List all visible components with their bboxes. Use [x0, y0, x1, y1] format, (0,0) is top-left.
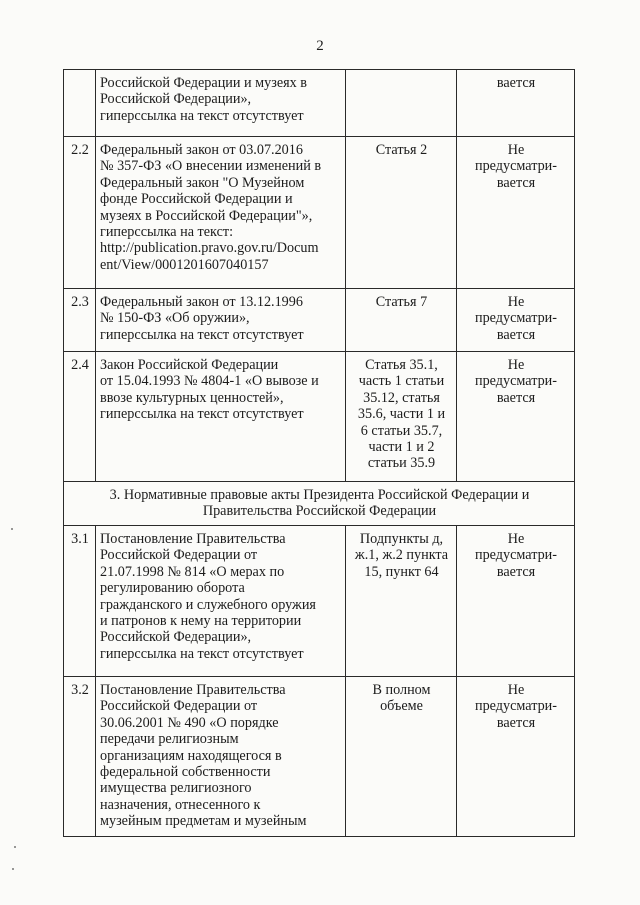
provision-cell — [457, 352, 575, 482]
act-name-line: федеральной собственности — [100, 764, 271, 781]
article-line: ж.1, ж.2 пункта — [354, 547, 449, 564]
act-name-line: имущества религиозного — [100, 780, 252, 797]
act-name-line: организациям находящегося в — [100, 747, 282, 764]
row-number: 2.2 — [64, 137, 96, 289]
act-name-line: 21.07.1998 № 814 «О мерах по — [100, 563, 285, 580]
article-cell — [346, 289, 457, 352]
provision-line: предусматри- — [474, 310, 557, 327]
act-name-cell — [96, 677, 346, 837]
act-name-line: Российской Федерации от — [100, 547, 258, 564]
row-number: 2.4 — [64, 352, 96, 482]
table-row — [64, 137, 575, 289]
act-name-line: Постановление Правительства — [100, 682, 286, 698]
article-line: 35.12, статья — [363, 389, 440, 406]
section-title-line: 3. Нормативные правовые акты Президента Российской Федерации и — [109, 487, 530, 503]
article-cell — [346, 352, 457, 482]
act-link-line: http://publication.pravo.gov.ru/Docum — [100, 240, 319, 257]
provision-line: вается — [496, 714, 536, 731]
article-line: часть 1 статьи — [358, 373, 445, 390]
scan-speck — [12, 868, 14, 870]
provision-cell — [457, 70, 575, 137]
provision-cell — [457, 677, 575, 837]
act-name-line: от 15.04.1993 № 4804-1 «О вывозе и — [100, 373, 319, 390]
scan-speck — [11, 528, 13, 530]
table-row — [64, 526, 575, 677]
provision-line: предусматри- — [474, 373, 557, 390]
act-name-cell — [96, 352, 346, 482]
act-name-line: гиперссылка на текст: — [100, 224, 234, 241]
provision-line: вается — [496, 389, 536, 406]
article-line: 35.6, части 1 и — [357, 406, 446, 423]
act-name-line: гражданского и служебного оружия — [100, 596, 316, 613]
provision-cell — [457, 137, 575, 289]
article-cell — [346, 677, 457, 837]
table-row — [64, 289, 575, 352]
provision-line: вается — [496, 174, 536, 191]
article-cell — [346, 526, 457, 677]
article-line: Подпункты д, — [359, 531, 444, 547]
act-name-line: музейным предметам и музейным — [100, 813, 307, 830]
row-number — [64, 70, 96, 137]
act-name-line: Российской Федерации и музеях в — [100, 75, 307, 91]
provision-line: Не — [507, 357, 525, 373]
act-name-line: Российской Федерации», — [100, 629, 252, 646]
provision-line: Не — [507, 142, 525, 158]
act-name-line: гиперссылка на текст отсутствует — [100, 326, 304, 343]
act-name-line: № 150-ФЗ «Об оружии», — [100, 310, 250, 327]
act-name-line: Федеральный закон "О Музейном — [100, 174, 305, 191]
row-number: 3.2 — [64, 677, 96, 837]
article-line: 6 статьи 35.7, — [360, 422, 443, 439]
act-name-line: гиперссылка на текст отсутствует — [100, 645, 304, 662]
section-title — [64, 482, 575, 526]
act-name-line: ввозе культурных ценностей», — [100, 389, 284, 406]
act-name-line: 30.06.2001 № 490 «О порядке — [100, 714, 279, 731]
act-name-line: Российской Федерации от — [100, 698, 258, 715]
act-name-line: гиперссылка на текст отсутствует — [100, 107, 304, 124]
provision-line: предусматри- — [474, 547, 557, 564]
act-name-cell — [96, 137, 346, 289]
article-line: Статья 7 — [375, 294, 428, 310]
article-cell — [346, 70, 457, 137]
article-line: объеме — [380, 698, 423, 715]
provision-line: вается — [496, 563, 536, 580]
table-row — [64, 352, 575, 482]
article-line: части 1 и 2 — [368, 439, 435, 456]
provision-cell — [457, 289, 575, 352]
article-line: В полном — [372, 682, 431, 698]
provision-line: Не — [507, 682, 525, 698]
act-name-cell — [96, 526, 346, 677]
act-name-cell — [96, 289, 346, 352]
row-number: 3.1 — [64, 526, 96, 677]
provision-line: предусматри- — [474, 698, 557, 715]
article-line: Статья 2 — [375, 142, 428, 158]
table-row — [64, 70, 575, 137]
act-link-line: ent/View/0001201607040157 — [100, 256, 269, 273]
act-name-line: Закон Российской Федерации — [100, 357, 279, 373]
act-name-line: Российской Федерации», — [100, 91, 252, 108]
provision-line: вается — [496, 75, 536, 91]
act-name-line: передачи религиозным — [100, 731, 239, 748]
act-name-line: Федеральный закон от 13.12.1996 — [100, 294, 303, 310]
act-name-line: регулированию оборота — [100, 580, 245, 597]
provision-line: вается — [496, 326, 536, 343]
section-title-line: Правительства Российской Федерации — [202, 503, 437, 520]
scan-speck — [14, 846, 16, 848]
article-line: 15, пункт 64 — [364, 563, 439, 580]
legal-acts-table — [63, 69, 575, 837]
act-name-line: Федеральный закон от 03.07.2016 — [100, 142, 303, 158]
row-number: 2.3 — [64, 289, 96, 352]
article-line: Статья 35.1, — [365, 357, 438, 373]
article-cell — [346, 137, 457, 289]
provision-line: предусматри- — [474, 158, 557, 175]
provision-cell — [457, 526, 575, 677]
provision-line: Не — [507, 531, 525, 547]
act-name-line: фонде Российской Федерации и — [100, 191, 293, 208]
act-name-line: гиперссылка на текст отсутствует — [100, 406, 304, 423]
act-name-cell — [96, 70, 346, 137]
act-name-line: Постановление Правительства — [100, 531, 286, 547]
page-number: 2 — [316, 38, 324, 54]
provision-line: Не — [507, 294, 525, 310]
table-row — [64, 677, 575, 837]
act-name-line: и патронов к нему на территории — [100, 613, 302, 630]
act-name-line: назначения, отнесенного к — [100, 796, 261, 813]
act-name-line: музеях в Российской Федерации"», — [100, 207, 313, 224]
section-header-row — [64, 482, 575, 526]
act-name-line: № 357-ФЗ «О внесении изменений в — [100, 158, 322, 175]
article-line: статьи 35.9 — [367, 455, 436, 472]
